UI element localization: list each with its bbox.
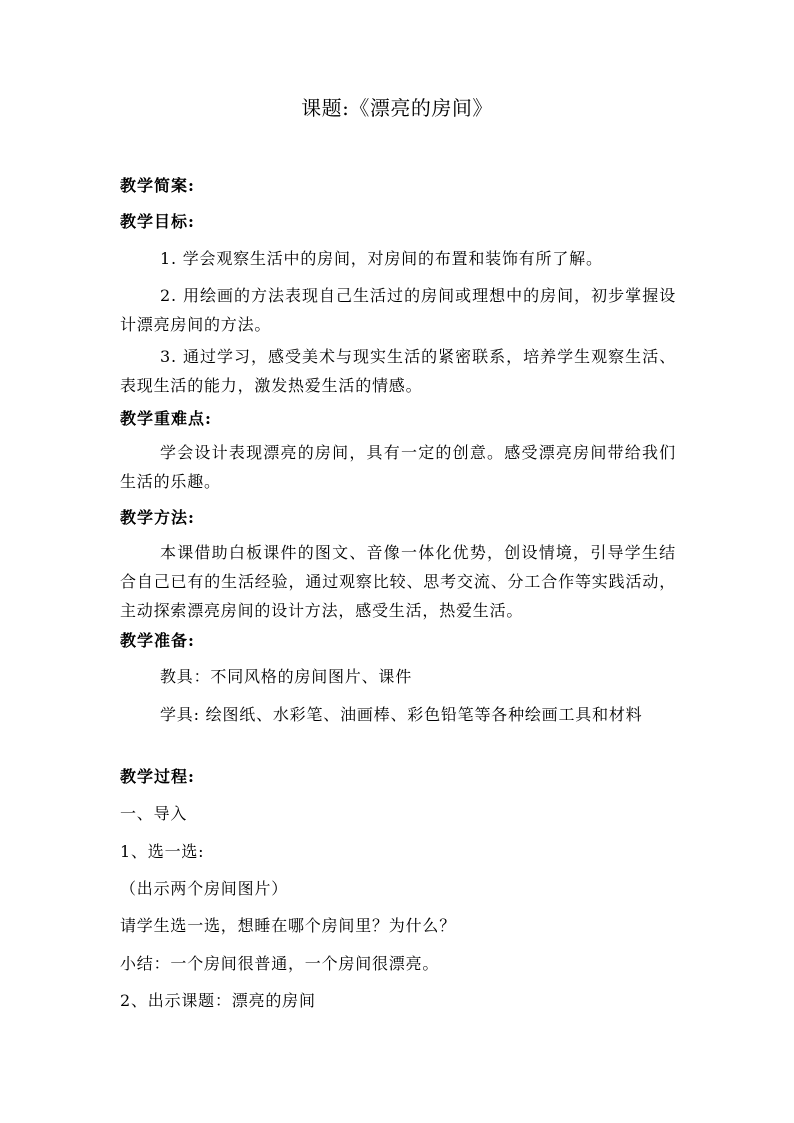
- teacher-tools: 教具：不同风格的房间图片、课件: [160, 667, 413, 686]
- step-1: 1、选一选:: [120, 842, 205, 861]
- step-intro: 一、导入: [120, 804, 188, 823]
- step-2: 2、出示课题：漂亮的房间: [120, 991, 316, 1010]
- key-points-heading: 教学重难点:: [120, 409, 212, 428]
- page-title: 课题:《漂亮的房间》: [301, 96, 493, 120]
- step-1-note: （出示两个房间图片）: [120, 879, 289, 898]
- goal-2: 2. 用绘画的方法表现自己生活过的房间或理想中的房间，初步掌握设计漂亮房间的方法。: [120, 286, 676, 334]
- student-tools: 学具: 绘图纸、水彩笔、油画棒、彩色铅笔等各种绘画工具和材料: [160, 705, 643, 724]
- brief-heading: 教学简案:: [120, 176, 195, 195]
- goals-heading: 教学目标:: [120, 212, 195, 231]
- process-heading: 教学过程:: [120, 767, 195, 786]
- step-1-question: 请学生选一选，想睡在哪个房间里？为什么？: [120, 916, 457, 935]
- preparation-heading: 教学准备:: [120, 631, 195, 650]
- goal-1: 1. 学会观察生活中的房间，对房间的布置和装饰有所了解。: [160, 249, 603, 268]
- step-1-summary: 小结：一个房间很普通，一个房间很漂亮。: [120, 954, 440, 973]
- key-points-text: 学会设计表现漂亮的房间，具有一定的创意。感受漂亮房间带给我们生活的乐趣。: [120, 443, 676, 491]
- methods-heading: 教学方法:: [120, 508, 195, 527]
- goal-3: 3. 通过学习，感受美术与现实生活的紧密联系，培养学生观察生活、表现生活的能力，激发热爱生活的情感。: [120, 347, 676, 395]
- methods-text: 本课借助白板课件的图文、音像一体化优势，创设情境，引导学生结合自己已有的生活经验，通过观察比较、思考交流、分工合作等实践活动，主动探索漂亮房间的设计方法，感受生活，热爱生活。: [120, 543, 676, 620]
